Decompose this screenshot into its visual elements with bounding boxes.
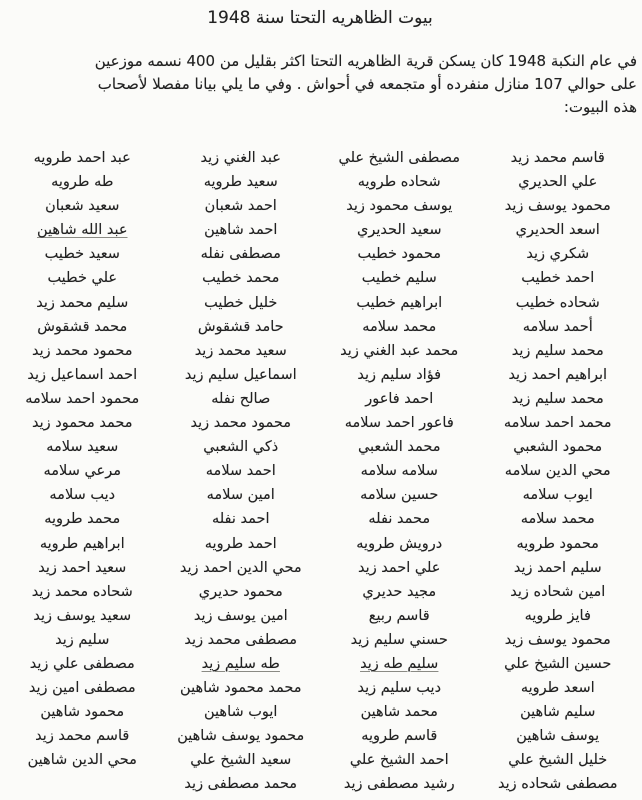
name-cell: محمد عبد الغني زيد bbox=[340, 342, 459, 359]
name-cell: سعيد الحديري bbox=[356, 222, 442, 239]
name-cell: درويش طرويه bbox=[356, 535, 443, 552]
name-cell: حسين سلامه bbox=[360, 487, 439, 504]
name-cell: محمود شاهين bbox=[40, 704, 125, 721]
name-cell: محمود احمد سلامه bbox=[25, 390, 140, 407]
name-cell: طه طرويه bbox=[51, 174, 114, 191]
name-cell: مصطفى امين زيد bbox=[28, 680, 136, 697]
name-cell: احمد شعبان bbox=[204, 198, 277, 215]
name-cell: حسني سليم زيد bbox=[350, 631, 448, 648]
name-cell: محمود الشعبي bbox=[513, 439, 603, 456]
name-cell: محمد قشقوش bbox=[37, 318, 128, 335]
name-cell: صالح نفله bbox=[211, 390, 271, 407]
name-cell: مصطفى محمد زيد bbox=[184, 631, 298, 648]
name-cell: احمد سلامه bbox=[205, 463, 276, 480]
name-cell: علي احمد زيد bbox=[358, 559, 441, 576]
name-cell: قاسم محمد زيد bbox=[510, 150, 605, 166]
name-cell: ابراهيم طرويه bbox=[39, 535, 125, 552]
name-cell: خليل الشيخ علي bbox=[508, 752, 608, 769]
name-cell: سعيد محمد زيد bbox=[194, 342, 287, 359]
name-cell: محي الدين شاهين bbox=[27, 752, 137, 769]
name-cell: مصطفى علي زيد bbox=[29, 655, 135, 672]
intro-line-3: هذه البيوت: bbox=[563, 98, 637, 116]
name-cell: حسين الشيخ علي bbox=[504, 655, 612, 672]
name-cell: سعيد طرويه bbox=[203, 174, 278, 191]
name-cell: سعيد يوسف زيد bbox=[33, 607, 132, 624]
name-cell: محمد سلامه bbox=[362, 318, 437, 335]
name-cell: عبد الله شاهين bbox=[36, 222, 128, 239]
name-cell: محمود يوسف شاهين bbox=[177, 728, 305, 745]
name-cell: سليم طه زيد bbox=[360, 655, 439, 672]
name-cell: حامد قشقوش bbox=[197, 318, 284, 335]
name-cell: ديب سلامه bbox=[49, 487, 116, 504]
name-cell: امين شحاده زيد bbox=[510, 583, 606, 600]
name-cell: اسعد طرويه bbox=[520, 680, 595, 697]
name-cell: شحاده خطيب bbox=[515, 294, 600, 311]
intro-line-1: في عام النكبة 1948 كان يسكن قرية الظاهريه التحتا اكثر بقليل من 400 نسمه موزعين bbox=[94, 52, 637, 70]
name-cell: سعيد احمد زيد bbox=[38, 559, 127, 576]
name-cell: احمد شاهين bbox=[204, 222, 278, 239]
name-cell: محمد محمود شاهين bbox=[180, 680, 302, 697]
name-cell: قاسم محمد زيد bbox=[35, 728, 130, 745]
name-cell: محمود حديري bbox=[198, 583, 283, 600]
name-cell: سليم زيد bbox=[55, 631, 110, 648]
name-cell: محمود محمد زيد bbox=[32, 342, 133, 359]
name-cell: سعيد شعبان bbox=[45, 198, 120, 215]
name-cell: شكري زيد bbox=[526, 246, 590, 263]
name-cell: فاعور احمد سلامه bbox=[344, 415, 454, 432]
name-cell: قاسم طرويه bbox=[361, 728, 438, 745]
name-cell: احمد طرويه bbox=[204, 535, 277, 552]
name-cell: ابراهيم خطيب bbox=[356, 294, 443, 311]
name-cell bbox=[3, 772, 162, 796]
name-cell: سليم احمد زيد bbox=[513, 559, 602, 576]
name-cell: احمد نفله bbox=[211, 511, 270, 528]
name-cell: عبد احمد طرويه bbox=[33, 150, 131, 166]
name-cell: سعيد الشيخ علي bbox=[190, 752, 292, 769]
name-cell: محمد سلامه bbox=[520, 511, 595, 528]
name-cell: رشيد مصطفى زيد bbox=[343, 776, 455, 793]
name-cell: محي الدين سلامه bbox=[504, 463, 611, 480]
names-table bbox=[3, 146, 637, 797]
name-cell: محمد مصطفى زيد bbox=[184, 776, 298, 793]
name-cell: ايوب شاهين bbox=[204, 704, 278, 721]
name-cell: امين يوسف زيد bbox=[193, 607, 288, 624]
name-cell: مصطفى الشيخ علي bbox=[338, 150, 461, 166]
name-cell: سلامه سلامه bbox=[360, 463, 438, 480]
name-cell: شحاده محمد زيد bbox=[31, 583, 133, 600]
name-cell: محمد خطيب bbox=[202, 270, 280, 287]
name-cell: خليل خطيب bbox=[204, 294, 278, 311]
name-cell: سليم شاهين bbox=[520, 704, 596, 721]
name-cell: محمد احمد سلامه bbox=[503, 415, 612, 432]
name-cell: احمد الشيخ علي bbox=[349, 752, 449, 769]
name-cell: شحاده طرويه bbox=[357, 174, 441, 191]
name-cell: محمود طرويه bbox=[516, 535, 599, 552]
name-cell: ابراهيم احمد زيد bbox=[508, 366, 608, 383]
name-cell: يوسف محمود زيد bbox=[346, 198, 453, 215]
intro-paragraph bbox=[3, 50, 637, 119]
name-cell: احمد اسماعيل زيد bbox=[27, 366, 138, 383]
name-cell: محمد سليم زيد bbox=[511, 342, 604, 359]
name-cell: محمد شاهين bbox=[360, 704, 438, 721]
name-cell: أحمد سلامه bbox=[522, 318, 593, 335]
name-cell: احمد خطيب bbox=[521, 270, 595, 287]
name-cell: محمود يوسف زيد bbox=[504, 631, 611, 648]
name-cell: مصطفى شحاده زيد bbox=[497, 776, 618, 793]
name-cell: مصطفى نفله bbox=[200, 246, 281, 263]
name-cell: محمود يوسف زيد bbox=[504, 198, 611, 215]
name-cell: محمد نفله bbox=[368, 511, 431, 528]
name-cell: عبد الغني زيد bbox=[200, 150, 281, 166]
name-cell: يوسف شاهين bbox=[516, 728, 600, 745]
intro-line-2: على حوالي 107 منازل منفرده أو متجمعه في أحواش . وفي ما يلي بيانا مفصلا لأصحاب bbox=[97, 75, 637, 93]
name-cell: فايز طرويه bbox=[524, 607, 591, 624]
name-cell: امين سلامه bbox=[206, 487, 275, 504]
name-cell: محمد الشعبي bbox=[357, 439, 441, 456]
name-cell: سعيد سلامه bbox=[46, 439, 119, 456]
page-title: بيوت الظاهريه التحتا سنة 1948 bbox=[207, 8, 433, 28]
name-cell: محمود محمد زيد bbox=[190, 415, 291, 432]
name-cell: محمد طرويه bbox=[44, 511, 121, 528]
name-cell: علي خطيب bbox=[47, 270, 118, 287]
name-cell: ذكي الشعبي bbox=[203, 439, 279, 456]
name-cell: علي الحديري bbox=[518, 174, 598, 191]
name-cell: اسعد الحديري bbox=[515, 222, 600, 239]
name-cell: محي الدين احمد زيد bbox=[179, 559, 302, 576]
name-cell: سليم محمد زيد bbox=[36, 294, 129, 311]
name-cell: اسماعيل سليم زيد bbox=[184, 366, 297, 383]
name-cell: سعيد خطيب bbox=[44, 246, 120, 263]
name-cell: مجيد حديري bbox=[362, 583, 437, 600]
name-cell: فؤاد سليم زيد bbox=[357, 366, 442, 383]
name-cell: محمد سليم زيد bbox=[511, 390, 604, 407]
name-cell: قاسم ربيع bbox=[368, 607, 430, 624]
name-cell: محمد محمود زيد bbox=[32, 415, 133, 432]
name-cell: ايوب سلامه bbox=[522, 487, 593, 504]
name-cell: مرعي سلامه bbox=[43, 463, 121, 480]
name-cell: ديب سليم زيد bbox=[357, 680, 442, 697]
name-cell: احمد فاعور bbox=[365, 390, 434, 407]
name-cell: طه سليم زيد bbox=[201, 655, 280, 672]
name-cell: سليم خطيب bbox=[361, 270, 437, 287]
name-cell: محمود خطيب bbox=[357, 246, 442, 263]
